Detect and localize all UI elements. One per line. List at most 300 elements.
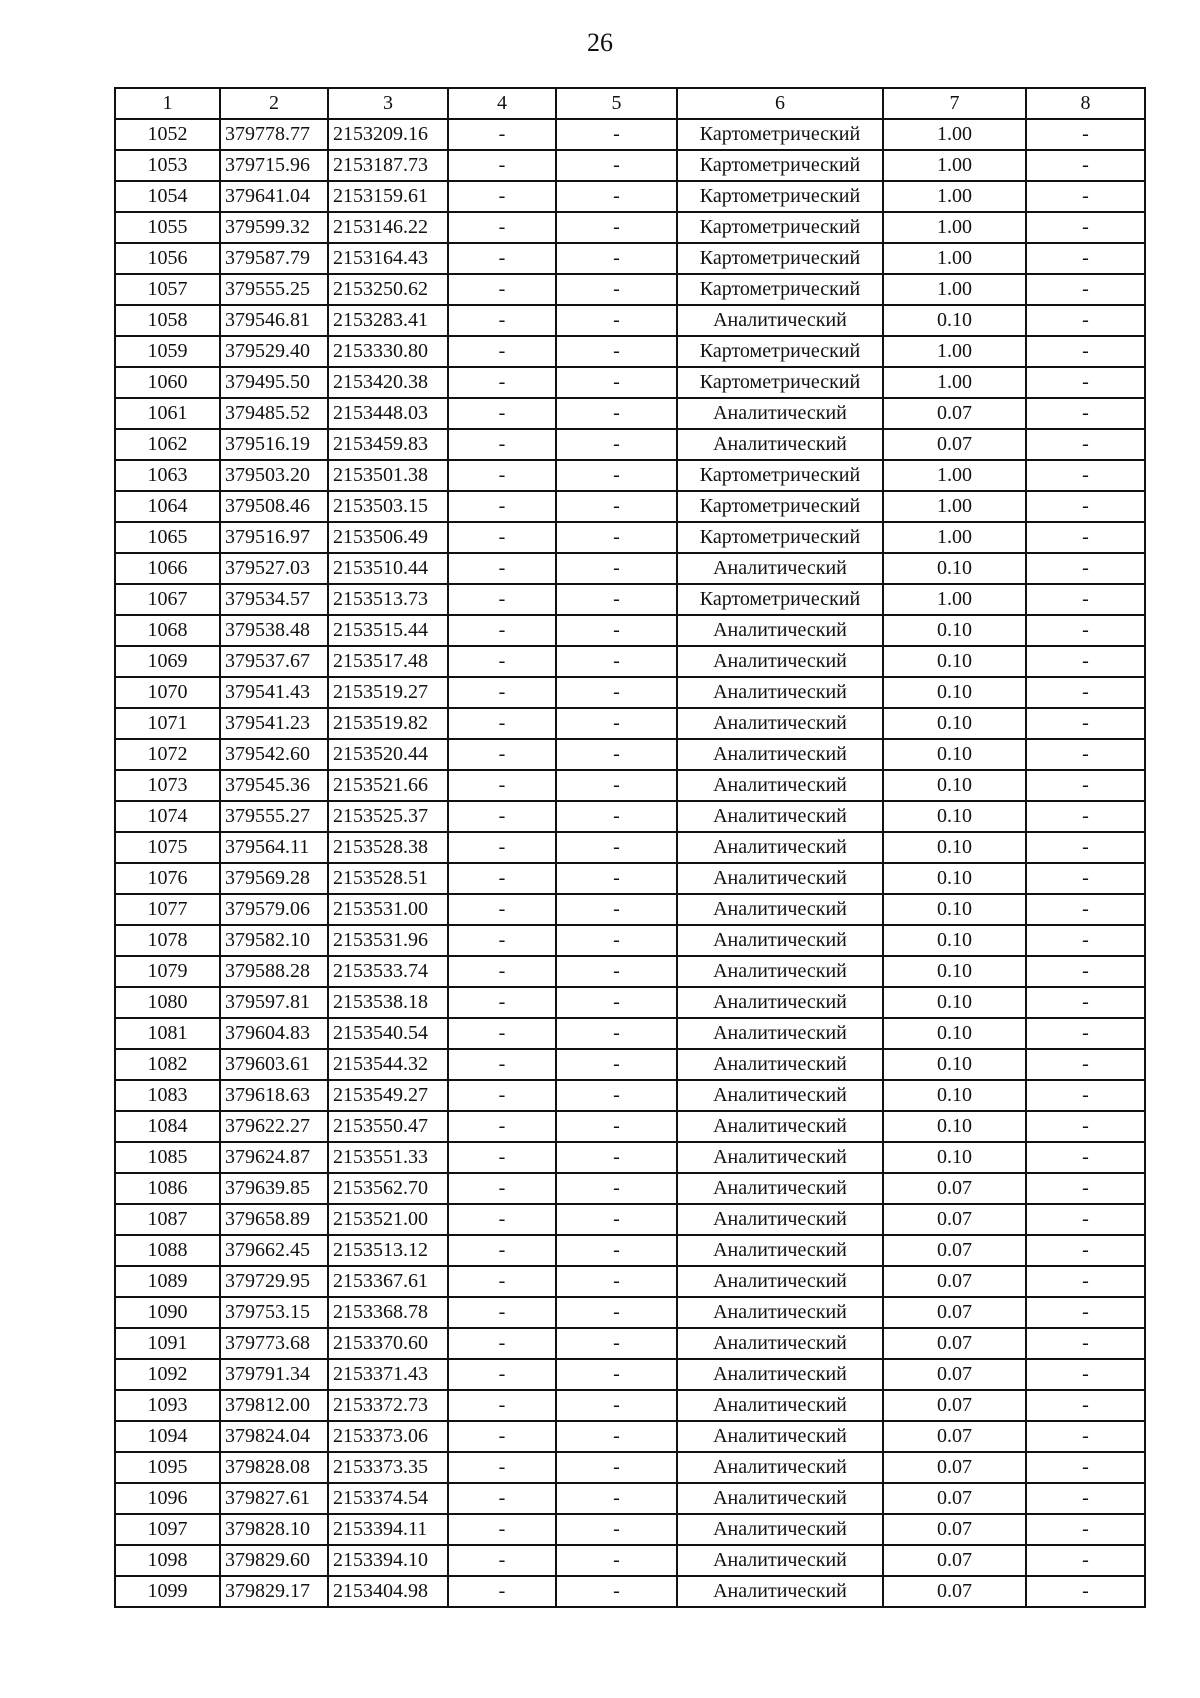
table-row: [115, 863, 1145, 894]
point-number-cell: 1082: [115, 1049, 220, 1080]
x-coordinate-cell: 379555.27: [220, 801, 328, 832]
y-coordinate-cell: 2153510.44: [328, 553, 448, 584]
column-5-value-cell: -: [556, 925, 677, 956]
table-row: [115, 646, 1145, 677]
column-8-value-cell: -: [1026, 336, 1145, 367]
column-header: 3: [328, 88, 448, 119]
column-5-value-cell: -: [556, 1111, 677, 1142]
accuracy-value-cell: 0.10: [883, 677, 1026, 708]
point-number-cell: 1089: [115, 1266, 220, 1297]
point-number-cell: 1091: [115, 1328, 220, 1359]
point-number-cell: 1061: [115, 398, 220, 429]
column-8-value-cell: -: [1026, 1576, 1145, 1607]
column-5-value-cell: -: [556, 1204, 677, 1235]
column-5-value-cell: -: [556, 1142, 677, 1173]
method-name-cell: Аналитический: [677, 1297, 883, 1328]
accuracy-value-cell: 0.10: [883, 925, 1026, 956]
point-number-cell: 1088: [115, 1235, 220, 1266]
column-5-value-cell: -: [556, 119, 677, 150]
x-coordinate-cell: 379828.08: [220, 1452, 328, 1483]
method-name-cell: Аналитический: [677, 801, 883, 832]
column-4-value-cell: -: [448, 1049, 556, 1080]
point-number-cell: 1086: [115, 1173, 220, 1204]
table-row: [115, 212, 1145, 243]
y-coordinate-cell: 2153159.61: [328, 181, 448, 212]
column-header: 6: [677, 88, 883, 119]
column-5-value-cell: -: [556, 739, 677, 770]
accuracy-value-cell: 1.00: [883, 243, 1026, 274]
accuracy-value-cell: 0.07: [883, 1514, 1026, 1545]
point-number-cell: 1074: [115, 801, 220, 832]
accuracy-value-cell: 0.07: [883, 1235, 1026, 1266]
table-row: [115, 832, 1145, 863]
column-8-value-cell: -: [1026, 429, 1145, 460]
point-number-cell: 1059: [115, 336, 220, 367]
accuracy-value-cell: 0.10: [883, 863, 1026, 894]
column-5-value-cell: -: [556, 770, 677, 801]
accuracy-value-cell: 1.00: [883, 336, 1026, 367]
table-row: [115, 274, 1145, 305]
column-4-value-cell: -: [448, 398, 556, 429]
point-number-cell: 1070: [115, 677, 220, 708]
column-4-value-cell: -: [448, 522, 556, 553]
x-coordinate-cell: 379791.34: [220, 1359, 328, 1390]
column-header: 1: [115, 88, 220, 119]
x-coordinate-cell: 379715.96: [220, 150, 328, 181]
column-4-value-cell: -: [448, 553, 556, 584]
column-5-value-cell: -: [556, 987, 677, 1018]
table-row: [115, 553, 1145, 584]
x-coordinate-cell: 379537.67: [220, 646, 328, 677]
x-coordinate-cell: 379639.85: [220, 1173, 328, 1204]
y-coordinate-cell: 2153531.00: [328, 894, 448, 925]
accuracy-value-cell: 0.10: [883, 956, 1026, 987]
method-name-cell: Аналитический: [677, 925, 883, 956]
column-8-value-cell: -: [1026, 1111, 1145, 1142]
table-row: [115, 1142, 1145, 1173]
table-row: [115, 1483, 1145, 1514]
column-4-value-cell: -: [448, 1576, 556, 1607]
method-name-cell: Картометрический: [677, 212, 883, 243]
accuracy-value-cell: 0.10: [883, 801, 1026, 832]
y-coordinate-cell: 2153404.98: [328, 1576, 448, 1607]
y-coordinate-cell: 2153515.44: [328, 615, 448, 646]
table-row: [115, 336, 1145, 367]
y-coordinate-cell: 2153540.54: [328, 1018, 448, 1049]
column-5-value-cell: -: [556, 1421, 677, 1452]
column-4-value-cell: -: [448, 1483, 556, 1514]
column-8-value-cell: -: [1026, 181, 1145, 212]
column-5-value-cell: -: [556, 1328, 677, 1359]
table-row: [115, 1173, 1145, 1204]
y-coordinate-cell: 2153513.73: [328, 584, 448, 615]
accuracy-value-cell: 0.07: [883, 1173, 1026, 1204]
column-4-value-cell: -: [448, 708, 556, 739]
column-5-value-cell: -: [556, 181, 677, 212]
column-4-value-cell: -: [448, 212, 556, 243]
point-number-cell: 1092: [115, 1359, 220, 1390]
table-row: [115, 956, 1145, 987]
accuracy-value-cell: 0.10: [883, 1142, 1026, 1173]
method-name-cell: Аналитический: [677, 1235, 883, 1266]
y-coordinate-cell: 2153501.38: [328, 460, 448, 491]
table-row: [115, 677, 1145, 708]
x-coordinate-cell: 379824.04: [220, 1421, 328, 1452]
accuracy-value-cell: 0.10: [883, 615, 1026, 646]
point-number-cell: 1095: [115, 1452, 220, 1483]
column-8-value-cell: -: [1026, 119, 1145, 150]
point-number-cell: 1072: [115, 739, 220, 770]
method-name-cell: Картометрический: [677, 522, 883, 553]
table-row: [115, 894, 1145, 925]
method-name-cell: Аналитический: [677, 1204, 883, 1235]
column-8-value-cell: -: [1026, 646, 1145, 677]
table-row: [115, 615, 1145, 646]
column-8-value-cell: -: [1026, 801, 1145, 832]
method-name-cell: Аналитический: [677, 1576, 883, 1607]
accuracy-value-cell: 1.00: [883, 522, 1026, 553]
column-8-value-cell: -: [1026, 274, 1145, 305]
method-name-cell: Картометрический: [677, 336, 883, 367]
accuracy-value-cell: 0.07: [883, 398, 1026, 429]
column-5-value-cell: -: [556, 863, 677, 894]
y-coordinate-cell: 2153551.33: [328, 1142, 448, 1173]
y-coordinate-cell: 2153549.27: [328, 1080, 448, 1111]
column-4-value-cell: -: [448, 305, 556, 336]
column-8-value-cell: -: [1026, 1018, 1145, 1049]
y-coordinate-cell: 2153372.73: [328, 1390, 448, 1421]
accuracy-value-cell: 0.10: [883, 553, 1026, 584]
method-name-cell: Аналитический: [677, 1080, 883, 1111]
x-coordinate-cell: 379516.97: [220, 522, 328, 553]
column-4-value-cell: -: [448, 863, 556, 894]
x-coordinate-cell: 379604.83: [220, 1018, 328, 1049]
method-name-cell: Аналитический: [677, 646, 883, 677]
method-name-cell: Аналитический: [677, 1266, 883, 1297]
x-coordinate-cell: 379599.32: [220, 212, 328, 243]
accuracy-value-cell: 0.07: [883, 1328, 1026, 1359]
y-coordinate-cell: 2153367.61: [328, 1266, 448, 1297]
y-coordinate-cell: 2153371.43: [328, 1359, 448, 1390]
column-5-value-cell: -: [556, 1018, 677, 1049]
method-name-cell: Аналитический: [677, 863, 883, 894]
column-8-value-cell: -: [1026, 491, 1145, 522]
table-header-row: [115, 88, 1145, 119]
x-coordinate-cell: 379541.43: [220, 677, 328, 708]
column-8-value-cell: -: [1026, 677, 1145, 708]
y-coordinate-cell: 2153330.80: [328, 336, 448, 367]
column-8-value-cell: -: [1026, 1235, 1145, 1266]
point-number-cell: 1065: [115, 522, 220, 553]
column-5-value-cell: -: [556, 274, 677, 305]
column-5-value-cell: -: [556, 1359, 677, 1390]
x-coordinate-cell: 379534.57: [220, 584, 328, 615]
column-4-value-cell: -: [448, 770, 556, 801]
column-5-value-cell: -: [556, 367, 677, 398]
accuracy-value-cell: 0.10: [883, 646, 1026, 677]
y-coordinate-cell: 2153528.51: [328, 863, 448, 894]
column-5-value-cell: -: [556, 1576, 677, 1607]
point-number-cell: 1083: [115, 1080, 220, 1111]
table-row: [115, 770, 1145, 801]
column-8-value-cell: -: [1026, 987, 1145, 1018]
column-4-value-cell: -: [448, 181, 556, 212]
table-row: [115, 584, 1145, 615]
column-5-value-cell: -: [556, 956, 677, 987]
x-coordinate-cell: 379641.04: [220, 181, 328, 212]
column-8-value-cell: -: [1026, 1173, 1145, 1204]
x-coordinate-cell: 379485.52: [220, 398, 328, 429]
column-4-value-cell: -: [448, 274, 556, 305]
column-8-value-cell: -: [1026, 1328, 1145, 1359]
table-row: [115, 1297, 1145, 1328]
accuracy-value-cell: 0.07: [883, 429, 1026, 460]
table-row: [115, 1235, 1145, 1266]
y-coordinate-cell: 2153525.37: [328, 801, 448, 832]
column-4-value-cell: -: [448, 1359, 556, 1390]
column-5-value-cell: -: [556, 1049, 677, 1080]
column-5-value-cell: -: [556, 553, 677, 584]
table-row: [115, 987, 1145, 1018]
y-coordinate-cell: 2153513.12: [328, 1235, 448, 1266]
table-row: [115, 243, 1145, 274]
x-coordinate-cell: 379541.23: [220, 708, 328, 739]
method-name-cell: Аналитический: [677, 1421, 883, 1452]
accuracy-value-cell: 0.07: [883, 1204, 1026, 1235]
accuracy-value-cell: 1.00: [883, 274, 1026, 305]
method-name-cell: Картометрический: [677, 243, 883, 274]
column-4-value-cell: -: [448, 1514, 556, 1545]
y-coordinate-cell: 2153538.18: [328, 987, 448, 1018]
method-name-cell: Аналитический: [677, 739, 883, 770]
page-number: 26: [587, 28, 613, 57]
x-coordinate-cell: 379597.81: [220, 987, 328, 1018]
method-name-cell: Аналитический: [677, 1173, 883, 1204]
x-coordinate-cell: 379579.06: [220, 894, 328, 925]
x-coordinate-cell: 379582.10: [220, 925, 328, 956]
method-name-cell: Картометрический: [677, 181, 883, 212]
x-coordinate-cell: 379624.87: [220, 1142, 328, 1173]
table-row: [115, 491, 1145, 522]
column-4-value-cell: -: [448, 460, 556, 491]
table-row: [115, 1204, 1145, 1235]
y-coordinate-cell: 2153283.41: [328, 305, 448, 336]
method-name-cell: Аналитический: [677, 553, 883, 584]
column-8-value-cell: -: [1026, 1390, 1145, 1421]
method-name-cell: Аналитический: [677, 398, 883, 429]
method-name-cell: Картометрический: [677, 119, 883, 150]
point-number-cell: 1093: [115, 1390, 220, 1421]
method-name-cell: Аналитический: [677, 956, 883, 987]
y-coordinate-cell: 2153521.00: [328, 1204, 448, 1235]
x-coordinate-cell: 379564.11: [220, 832, 328, 863]
column-8-value-cell: -: [1026, 1545, 1145, 1576]
x-coordinate-cell: 379622.27: [220, 1111, 328, 1142]
column-8-value-cell: -: [1026, 1204, 1145, 1235]
point-number-cell: 1069: [115, 646, 220, 677]
y-coordinate-cell: 2153459.83: [328, 429, 448, 460]
method-name-cell: Аналитический: [677, 987, 883, 1018]
x-coordinate-cell: 379569.28: [220, 863, 328, 894]
point-number-cell: 1062: [115, 429, 220, 460]
accuracy-value-cell: 0.10: [883, 739, 1026, 770]
x-coordinate-cell: 379587.79: [220, 243, 328, 274]
x-coordinate-cell: 379603.61: [220, 1049, 328, 1080]
x-coordinate-cell: 379588.28: [220, 956, 328, 987]
method-name-cell: Аналитический: [677, 708, 883, 739]
column-8-value-cell: -: [1026, 150, 1145, 181]
column-8-value-cell: -: [1026, 243, 1145, 274]
point-number-cell: 1087: [115, 1204, 220, 1235]
method-name-cell: Аналитический: [677, 305, 883, 336]
column-5-value-cell: -: [556, 491, 677, 522]
y-coordinate-cell: 2153533.74: [328, 956, 448, 987]
column-4-value-cell: -: [448, 1545, 556, 1576]
column-4-value-cell: -: [448, 1328, 556, 1359]
column-5-value-cell: -: [556, 584, 677, 615]
table-row: [115, 460, 1145, 491]
point-number-cell: 1073: [115, 770, 220, 801]
column-4-value-cell: -: [448, 646, 556, 677]
point-number-cell: 1053: [115, 150, 220, 181]
accuracy-value-cell: 0.10: [883, 894, 1026, 925]
accuracy-value-cell: 1.00: [883, 181, 1026, 212]
accuracy-value-cell: 1.00: [883, 367, 1026, 398]
column-4-value-cell: -: [448, 677, 556, 708]
method-name-cell: Картометрический: [677, 274, 883, 305]
column-4-value-cell: -: [448, 832, 556, 863]
column-5-value-cell: -: [556, 1235, 677, 1266]
method-name-cell: Аналитический: [677, 1545, 883, 1576]
column-8-value-cell: -: [1026, 1483, 1145, 1514]
column-5-value-cell: -: [556, 243, 677, 274]
column-4-value-cell: -: [448, 1266, 556, 1297]
point-number-cell: 1085: [115, 1142, 220, 1173]
accuracy-value-cell: 1.00: [883, 460, 1026, 491]
column-8-value-cell: -: [1026, 460, 1145, 491]
column-4-value-cell: -: [448, 1018, 556, 1049]
point-number-cell: 1097: [115, 1514, 220, 1545]
column-5-value-cell: -: [556, 460, 677, 491]
method-name-cell: Аналитический: [677, 615, 883, 646]
table-row: [115, 1359, 1145, 1390]
y-coordinate-cell: 2153550.47: [328, 1111, 448, 1142]
y-coordinate-cell: 2153506.49: [328, 522, 448, 553]
point-number-cell: 1079: [115, 956, 220, 987]
column-4-value-cell: -: [448, 1142, 556, 1173]
point-number-cell: 1055: [115, 212, 220, 243]
x-coordinate-cell: 379542.60: [220, 739, 328, 770]
point-number-cell: 1054: [115, 181, 220, 212]
y-coordinate-cell: 2153373.35: [328, 1452, 448, 1483]
y-coordinate-cell: 2153209.16: [328, 119, 448, 150]
accuracy-value-cell: 1.00: [883, 212, 1026, 243]
table-row: [115, 925, 1145, 956]
point-number-cell: 1064: [115, 491, 220, 522]
method-name-cell: Аналитический: [677, 1018, 883, 1049]
point-number-cell: 1075: [115, 832, 220, 863]
column-5-value-cell: -: [556, 646, 677, 677]
point-number-cell: 1067: [115, 584, 220, 615]
x-coordinate-cell: 379829.17: [220, 1576, 328, 1607]
column-4-value-cell: -: [448, 243, 556, 274]
column-4-value-cell: -: [448, 1421, 556, 1452]
column-4-value-cell: -: [448, 584, 556, 615]
column-5-value-cell: -: [556, 1080, 677, 1111]
column-4-value-cell: -: [448, 1452, 556, 1483]
column-8-value-cell: -: [1026, 367, 1145, 398]
column-4-value-cell: -: [448, 429, 556, 460]
method-name-cell: Аналитический: [677, 832, 883, 863]
y-coordinate-cell: 2153394.10: [328, 1545, 448, 1576]
accuracy-value-cell: 0.07: [883, 1421, 1026, 1452]
column-5-value-cell: -: [556, 708, 677, 739]
accuracy-value-cell: 0.10: [883, 1049, 1026, 1080]
table-row: [115, 522, 1145, 553]
y-coordinate-cell: 2153544.32: [328, 1049, 448, 1080]
accuracy-value-cell: 0.07: [883, 1297, 1026, 1328]
y-coordinate-cell: 2153448.03: [328, 398, 448, 429]
column-4-value-cell: -: [448, 1390, 556, 1421]
y-coordinate-cell: 2153519.82: [328, 708, 448, 739]
table-row: [115, 1421, 1145, 1452]
column-5-value-cell: -: [556, 398, 677, 429]
method-name-cell: Аналитический: [677, 894, 883, 925]
table-row: [115, 367, 1145, 398]
accuracy-value-cell: 0.07: [883, 1359, 1026, 1390]
x-coordinate-cell: 379545.36: [220, 770, 328, 801]
column-8-value-cell: -: [1026, 615, 1145, 646]
column-8-value-cell: -: [1026, 1421, 1145, 1452]
point-number-cell: 1060: [115, 367, 220, 398]
column-5-value-cell: -: [556, 832, 677, 863]
column-8-value-cell: -: [1026, 925, 1145, 956]
coordinates-table: [114, 87, 1146, 1608]
method-name-cell: Картометрический: [677, 150, 883, 181]
table-row: [115, 1328, 1145, 1359]
column-header: 7: [883, 88, 1026, 119]
column-4-value-cell: -: [448, 119, 556, 150]
column-5-value-cell: -: [556, 305, 677, 336]
x-coordinate-cell: 379527.03: [220, 553, 328, 584]
column-5-value-cell: -: [556, 1173, 677, 1204]
point-number-cell: 1058: [115, 305, 220, 336]
column-header: 5: [556, 88, 677, 119]
column-5-value-cell: -: [556, 801, 677, 832]
accuracy-value-cell: 0.07: [883, 1483, 1026, 1514]
y-coordinate-cell: 2153368.78: [328, 1297, 448, 1328]
y-coordinate-cell: 2153394.11: [328, 1514, 448, 1545]
column-4-value-cell: -: [448, 491, 556, 522]
column-8-value-cell: -: [1026, 305, 1145, 336]
column-8-value-cell: -: [1026, 739, 1145, 770]
column-5-value-cell: -: [556, 1452, 677, 1483]
y-coordinate-cell: 2153187.73: [328, 150, 448, 181]
table-row: [115, 1545, 1145, 1576]
y-coordinate-cell: 2153531.96: [328, 925, 448, 956]
x-coordinate-cell: 379812.00: [220, 1390, 328, 1421]
column-5-value-cell: -: [556, 894, 677, 925]
accuracy-value-cell: 0.10: [883, 770, 1026, 801]
column-5-value-cell: -: [556, 1483, 677, 1514]
point-number-cell: 1052: [115, 119, 220, 150]
column-header: 2: [220, 88, 328, 119]
method-name-cell: Аналитический: [677, 1142, 883, 1173]
column-5-value-cell: -: [556, 1297, 677, 1328]
point-number-cell: 1056: [115, 243, 220, 274]
column-8-value-cell: -: [1026, 770, 1145, 801]
column-4-value-cell: -: [448, 1080, 556, 1111]
